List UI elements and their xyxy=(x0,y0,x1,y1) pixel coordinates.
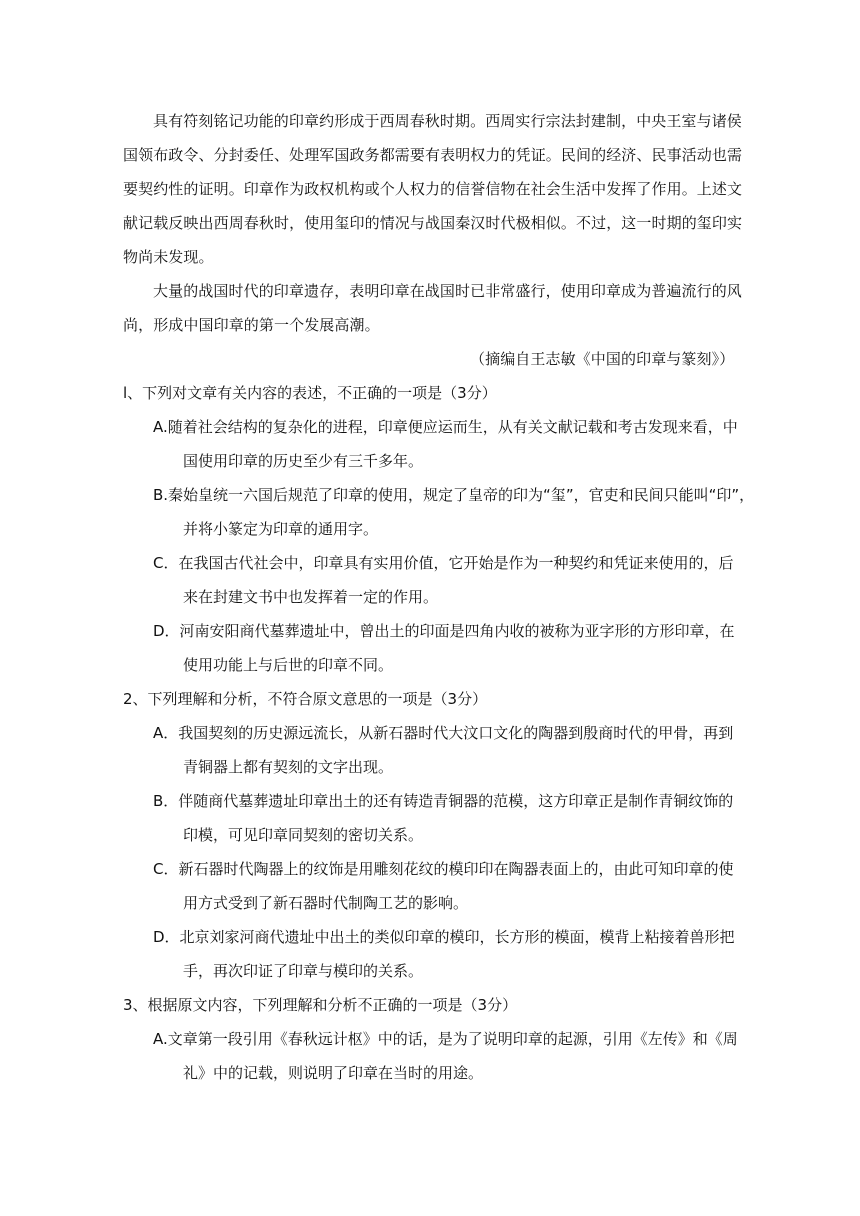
option-line: C．新石器时代陶器上的纹饰是用雕刻花纹的模印印在陶器表面上的，由此可知印章的使 xyxy=(153,860,734,878)
option-line: D．河南安阳商代墓葬遗址中，曾出土的印面是四角内收的被称为亚字形的方形印章，在 xyxy=(153,622,735,640)
option-line: B.秦始皇统一六国后规范了印章的使用，规定了皇帝的印为“玺”，官吏和民间只能叫“印”， xyxy=(153,486,755,504)
option-line: 用方式受到了新石器时代制陶工艺的影响。 xyxy=(183,894,469,912)
option-line: 手，再次印证了印章与模印的关系。 xyxy=(183,962,424,980)
option-line: D．北京刘家河商代遗址中出土的类似印章的模印，长方形的模面，模背上粘接着兽形把 xyxy=(153,928,735,946)
option-line: A.文章第一段引用《春秋远计枢》中的话，是为了说明印章的起源，引用《左传》和《周 xyxy=(153,1030,738,1048)
question-stem: l、下列对文章有关内容的表述，不正确的一项是（3分） xyxy=(123,384,497,402)
option-line: 使用功能上与后世的印章不同。 xyxy=(183,656,394,674)
passage-line: 献记载反映出西周春秋时，使用玺印的情况与战国秦汉时代极相似。不过，这一时期的玺印实 xyxy=(123,214,743,232)
passage-line: 要契约性的证明。印章作为政权机构或个人权力的信誉信物在社会生活中发挥了作用。上述文 xyxy=(123,180,743,198)
option-line: 来在封建文书中也发挥着一定的作用。 xyxy=(183,588,439,606)
passage-line: 具有符刻铭记功能的印章约形成于西周春秋时期。西周实行宗法封建制，中央王室与诸侯 xyxy=(153,112,742,130)
option-line: A．我国契刻的历史源远流长，从新石器时代大汶口文化的陶器到殷商时代的甲骨，再到 xyxy=(153,724,734,742)
passage-line: 国领布政令、分封委任、处理军国政务都需要有表明权力的凭证。民间的经济、民事活动也需 xyxy=(123,146,743,164)
option-line: B．伴随商代墓葬遗址印章出土的还有铸造青铜器的范模，这方印章正是制作青铜纹饰的 xyxy=(153,792,734,810)
option-line: 国使用印章的历史至少有三千多年。 xyxy=(183,452,424,470)
option-line: 并将小篆定为印章的通用字。 xyxy=(183,520,379,538)
question-stem: 3、根据原文内容，下列理解和分析不正确的一项是（3分） xyxy=(123,996,518,1014)
option-line: C．在我国古代社会中，印章具有实用价值，它开始是作为一种契约和凭证来使用的，后 xyxy=(153,554,734,572)
passage-line: 尚，形成中国印章的第一个发展高潮。 xyxy=(123,316,380,334)
option-line: 礼》中的记载，则说明了印章在当时的用途。 xyxy=(183,1064,484,1082)
option-line: 青铜器上都有契刻的文字出现。 xyxy=(183,758,394,776)
passage-source: （摘编自王志敏《中国的印章与篆刻》） xyxy=(470,350,735,368)
passage-line: 物尚未发现。 xyxy=(123,248,214,266)
question-stem: 2、下列理解和分析，不符合原文意思的一项是（3分） xyxy=(123,690,488,708)
option-line: A.随着社会结构的复杂化的进程，印章便应运而生，从有关文献记载和考古发现来看，中 xyxy=(153,418,738,436)
passage-line: 大量的战国时代的印章遗存，表明印章在战国时已非常盛行，使用印章成为普遍流行的风 xyxy=(153,282,742,300)
option-line: 印模，可见印章同契刻的密切关系。 xyxy=(183,826,424,844)
